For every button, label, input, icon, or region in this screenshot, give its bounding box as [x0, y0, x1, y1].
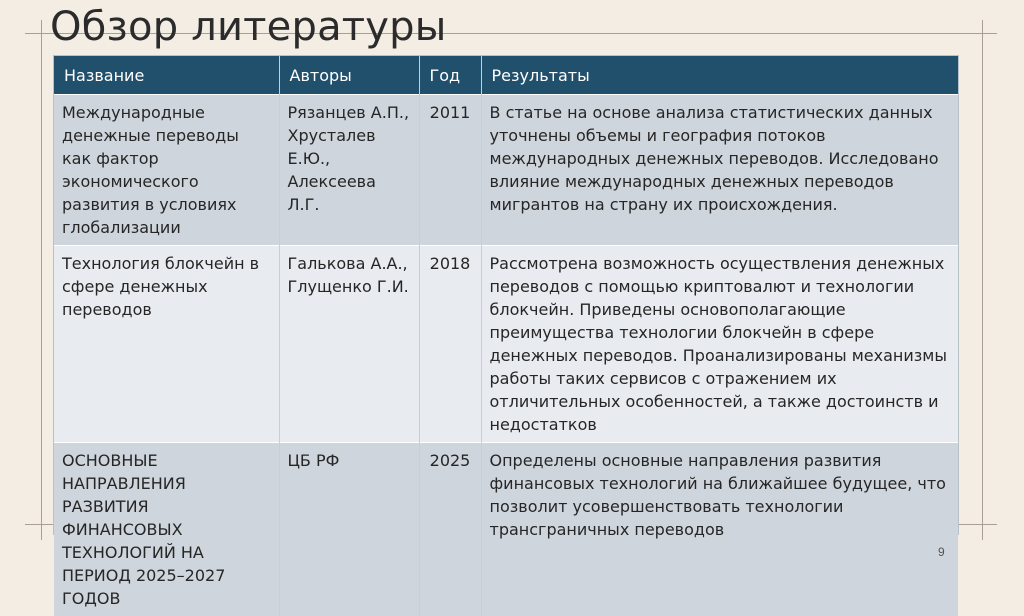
header-year: Год: [419, 56, 481, 95]
frame-line-left: [41, 20, 42, 540]
cell-authors: ЦБ РФ: [279, 443, 419, 616]
header-title: Название: [54, 56, 279, 95]
cell-title: ОСНОВНЫЕ НАПРАВЛЕНИЯ РАЗВИТИЯ ФИНАНСОВЫХ ТЕХНОЛОГИЙ НА ПЕРИОД 2025–2027 ГОДОВ: [54, 443, 279, 616]
table-row: [54, 95, 958, 246]
header-results: Результаты: [481, 56, 958, 95]
cell-year: 2018: [419, 246, 481, 443]
cell-results: Рассмотрена возможность осуществления денежных переводов с помощью криптовалют и технологии блокчейн. Приведены основополагающие преимущества технологии блокчейн в сфере денежных переводов. Проанализированы механизмы работы таких сервисов с отражением их отличительных особенностей, а также достоинств и недостатков: [481, 246, 958, 443]
table-row: [54, 246, 958, 443]
page-number: 9: [938, 545, 945, 559]
cell-results: В статье на основе анализа статистических данных уточнены объемы и география потоков международных денежных переводов. Исследовано влияние международных денежных переводов мигрантов на страну их происхождения.: [481, 95, 958, 246]
cell-title: Международные денежные переводы как фактор экономического развития в условиях глобализации: [54, 95, 279, 246]
slide-title: Обзор литературы: [50, 4, 447, 50]
cell-year: 2011: [419, 95, 481, 246]
cell-results: Определены основные направления развития финансовых технологий на ближайшее будущее, что позволит усовершенствовать технологии трансграничных переводов: [481, 443, 958, 616]
table-header-row: [54, 56, 958, 95]
header-authors: Авторы: [279, 56, 419, 95]
frame-line-right: [982, 20, 983, 540]
cell-title: Технология блокчейн в сфере денежных переводов: [54, 246, 279, 443]
cell-authors: Рязанцев А.П., Хрусталев Е.Ю., Алексеева Л.Г.: [279, 95, 419, 246]
cell-authors: Галькова А.А., Глущенко Г.И.: [279, 246, 419, 443]
cell-year: 2025: [419, 443, 481, 616]
literature-table: [53, 55, 959, 535]
table-row: [54, 443, 958, 616]
